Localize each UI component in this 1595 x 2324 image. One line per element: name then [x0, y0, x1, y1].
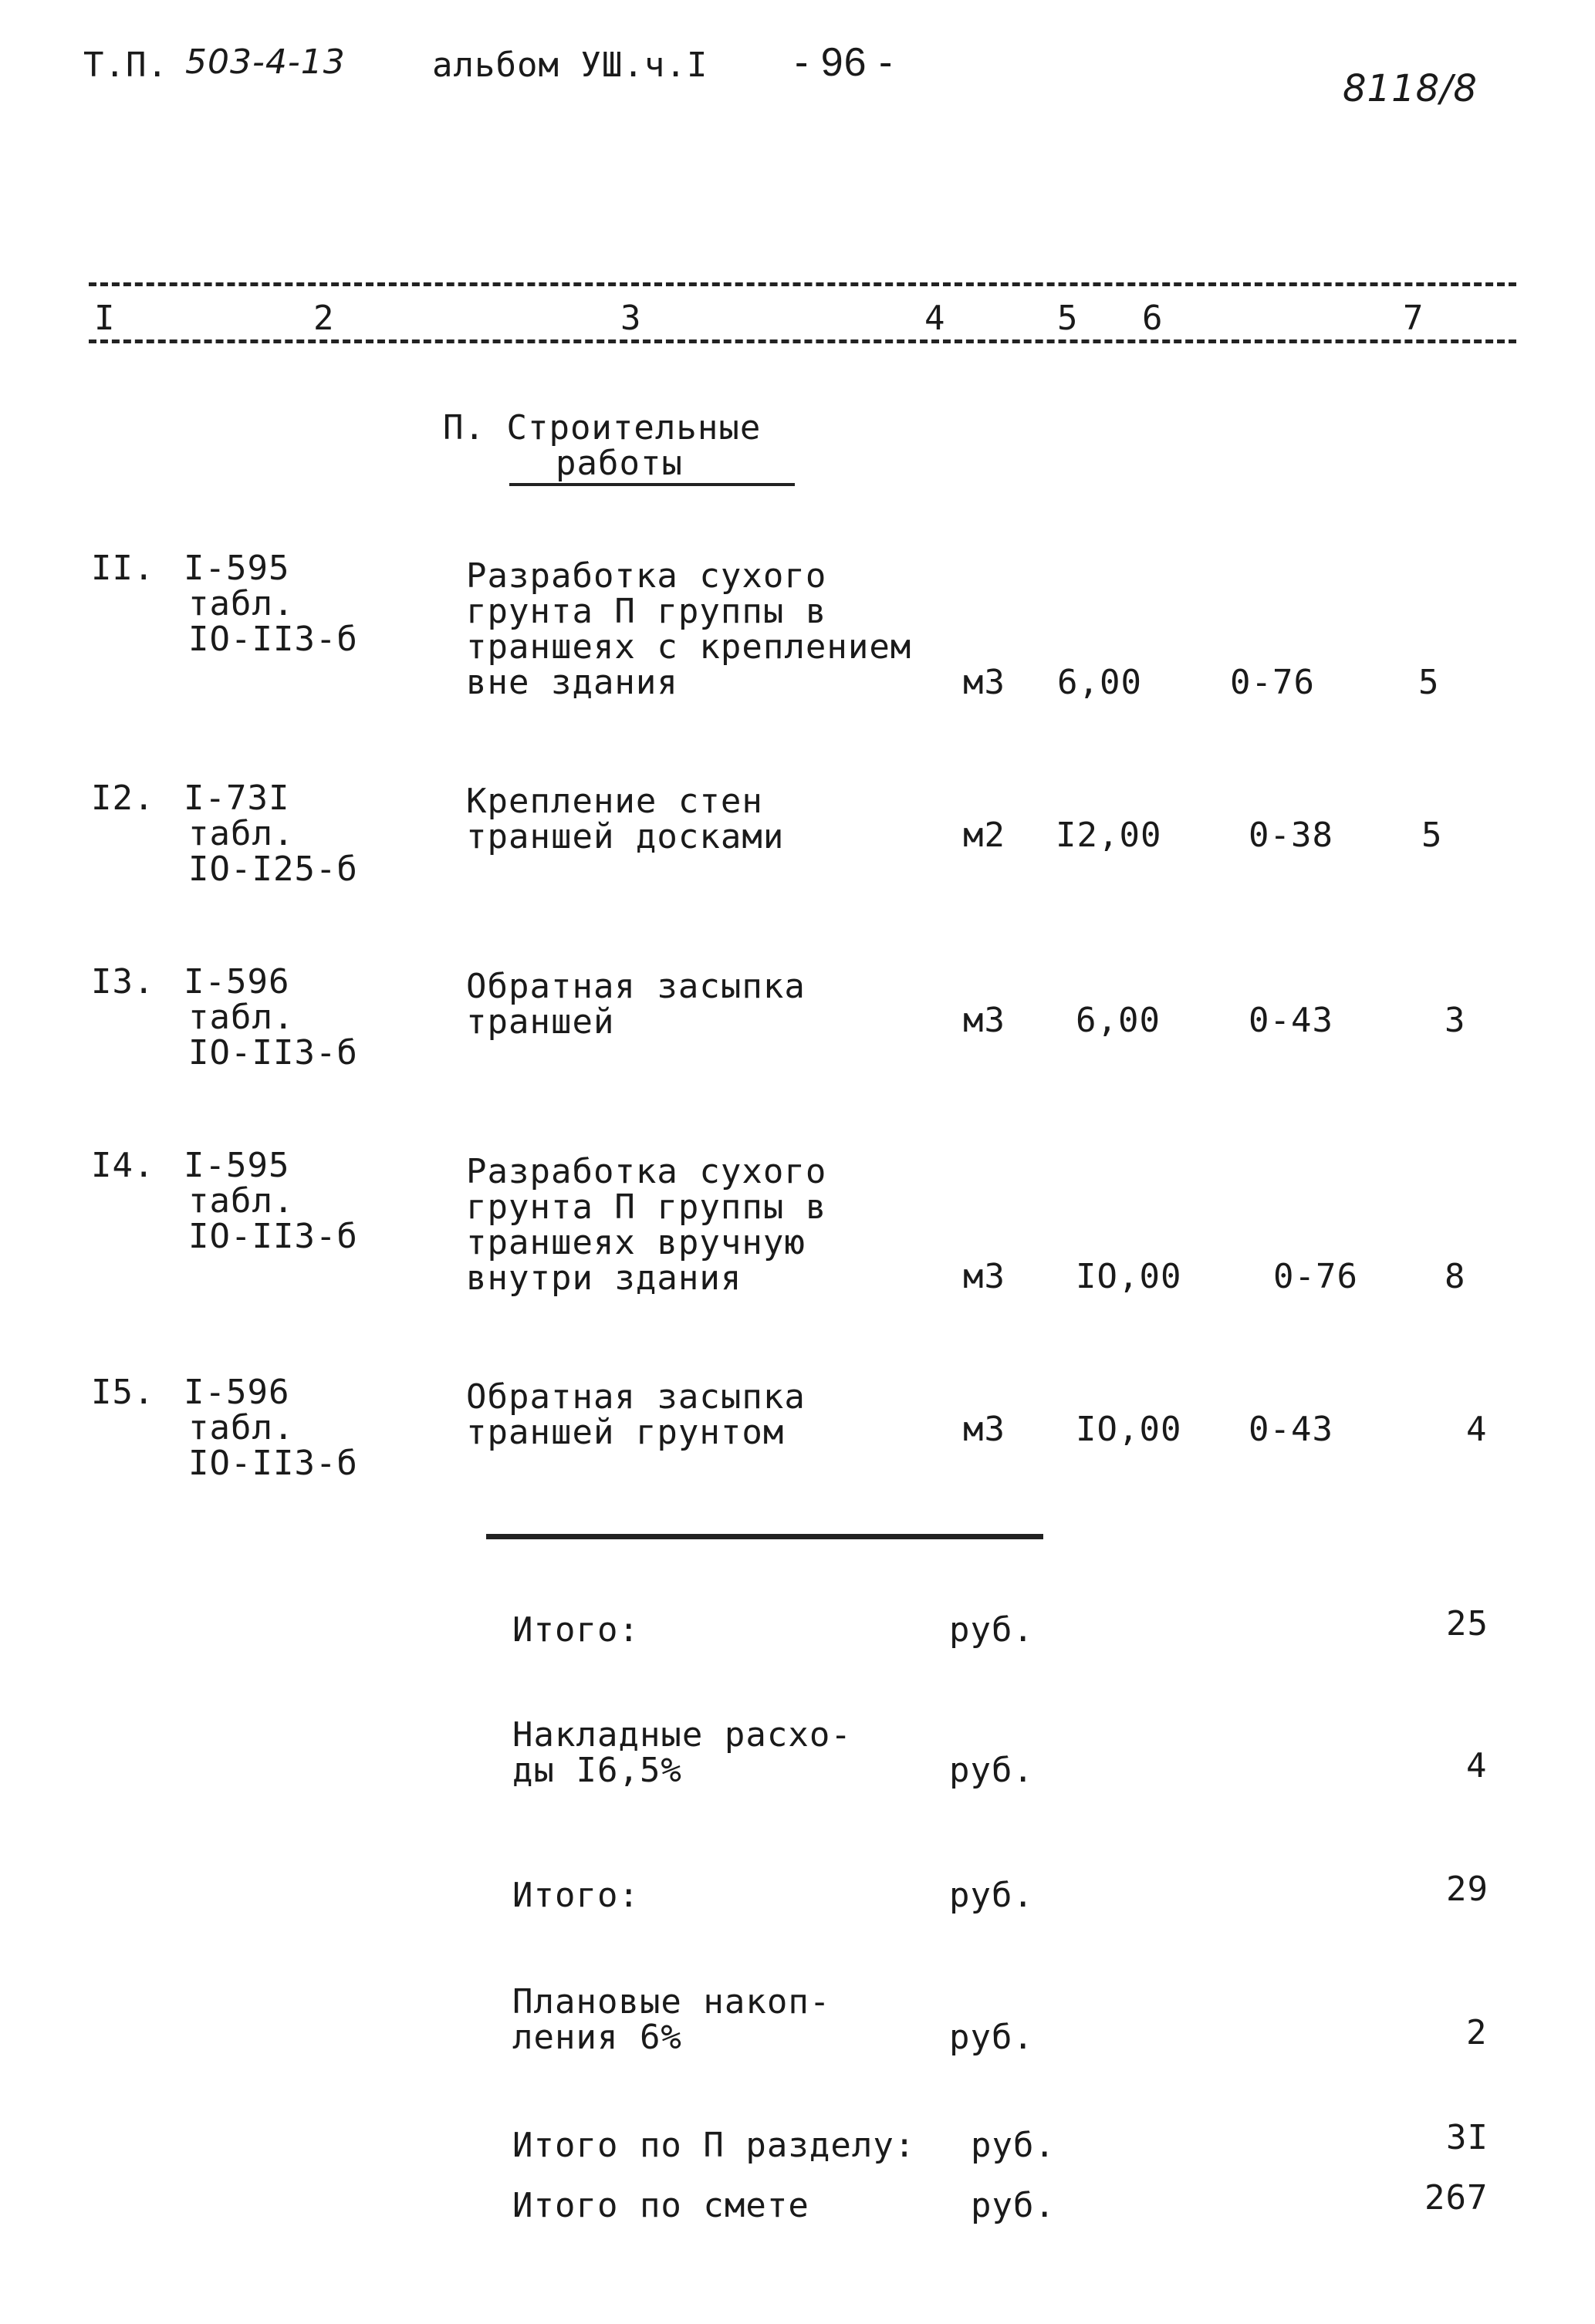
description-line: Крепление стен: [466, 782, 763, 821]
description-line: траншей досками: [466, 817, 785, 856]
totals-label: [512, 1982, 831, 2057]
document-code: 8118/8: [1343, 67, 1478, 110]
description-line: Разработка сухого: [466, 556, 827, 596]
description-line: траншей: [466, 1002, 615, 1042]
norm-code-line: I-596: [184, 962, 290, 1002]
totals-label-line: Итого по смете: [512, 2186, 809, 2225]
quantity: I2,00: [1056, 816, 1162, 855]
unit-price: 0-38: [1249, 816, 1333, 855]
norm-code: [184, 1148, 358, 1255]
quantity: 6,00: [1057, 663, 1142, 702]
totals-unit: руб.: [949, 1610, 1034, 1650]
norm-code: [184, 964, 358, 1071]
column-number-2: 2: [313, 299, 335, 338]
row-number: I3.: [91, 962, 155, 1002]
totals-unit: руб.: [971, 2186, 1056, 2225]
totals-label-line: Итого:: [512, 1876, 640, 1915]
totals-label-line: Итого по П разделу:: [512, 2126, 916, 2165]
totals-label: [512, 1610, 640, 1650]
totals-value: 267: [1424, 2178, 1489, 2218]
unit: м3: [963, 1410, 1005, 1449]
column-number-3: 3: [620, 299, 642, 338]
description-line: Обратная засыпка: [466, 967, 806, 1006]
unit-price: 0-76: [1273, 1257, 1358, 1296]
totals-unit: руб.: [971, 2126, 1056, 2165]
totals-label-line: ды I6,5%: [512, 1751, 682, 1790]
cost: 4: [1466, 1410, 1488, 1449]
quantity: 6,00: [1076, 1001, 1161, 1040]
unit: м3: [963, 1257, 1005, 1296]
totals-value: 3I: [1446, 2118, 1489, 2157]
totals-value: 4: [1466, 1746, 1488, 1785]
album-label: альбом УШ.ч.I: [432, 46, 708, 85]
description-line: вне здания: [466, 663, 678, 702]
row-number: II.: [91, 549, 155, 588]
unit-price: 0-43: [1249, 1410, 1333, 1449]
totals-unit: руб.: [949, 1876, 1034, 1915]
norm-code-line: IO-II3-б: [188, 1217, 358, 1256]
section-subtitle: [509, 446, 795, 486]
norm-code-line: I-595: [184, 549, 290, 588]
work-description: [466, 1377, 806, 1452]
unit: м3: [963, 1001, 1005, 1040]
totals-label: [512, 2128, 915, 2164]
description-line: грунта П группы в: [466, 1187, 827, 1227]
column-number-6: 6: [1142, 299, 1164, 338]
totals-label-line: ления 6%: [512, 2018, 682, 2057]
unit: м3: [963, 663, 1005, 702]
section-title: П. Строительные: [443, 408, 762, 448]
totals-label: [512, 2188, 809, 2224]
cost: 5: [1418, 663, 1440, 702]
column-number-1: I: [94, 299, 116, 338]
norm-code-line: IO-II3-б: [188, 620, 358, 659]
totals-label-line: Накладные расхо-: [512, 1715, 852, 1755]
norm-code-line: табл.: [188, 1408, 295, 1447]
column-number-7: 7: [1403, 299, 1424, 338]
quantity: IO,00: [1076, 1410, 1182, 1449]
norm-code-line: табл.: [188, 998, 295, 1037]
norm-code-line: IO-II3-б: [188, 1033, 358, 1072]
unit-price: 0-43: [1249, 1001, 1333, 1040]
work-description: [466, 556, 912, 702]
totals-value: 25: [1446, 1604, 1489, 1643]
row-number: I5.: [91, 1373, 155, 1412]
cost: 3: [1445, 1001, 1466, 1040]
norm-code-line: IO-II3-б: [188, 1444, 358, 1483]
description-line: грунта П группы в: [466, 592, 827, 631]
norm-code: [184, 781, 358, 887]
norm-code-line: I-73I: [184, 779, 290, 818]
header-prefix: Т.П.: [83, 46, 168, 85]
norm-code: [184, 551, 358, 657]
norm-code: [184, 1375, 358, 1481]
project-number: 503-4-13: [185, 42, 346, 82]
unit: м2: [963, 816, 1005, 855]
totals-value: 29: [1446, 1870, 1489, 1909]
cost: 8: [1445, 1257, 1466, 1296]
top-dashed-rule: [89, 282, 1516, 286]
totals-separator: [486, 1534, 1043, 1539]
totals-value: 2: [1466, 2013, 1488, 2052]
totals-label-line: Плановые накоп-: [512, 1982, 831, 2022]
totals-unit: руб.: [949, 2018, 1034, 2057]
work-description: [466, 1154, 826, 1296]
column-number-4: 4: [924, 299, 946, 338]
description-line: траншеях с креплением: [466, 627, 912, 667]
norm-code-line: табл.: [188, 584, 295, 623]
description-line: внутри здания: [466, 1258, 742, 1298]
quantity: IO,00: [1076, 1257, 1182, 1296]
bottom-dashed-rule: [89, 339, 1516, 343]
norm-code-line: IO-I25-б: [188, 850, 358, 889]
row-number: I4.: [91, 1146, 155, 1185]
norm-code-line: табл.: [188, 1181, 295, 1221]
page-number: - 96 -: [795, 40, 894, 85]
work-description: [466, 784, 784, 855]
totals-label-line: Итого:: [512, 1610, 640, 1650]
totals-unit: руб.: [949, 1751, 1034, 1790]
description-line: Разработка сухого: [466, 1152, 827, 1191]
description-line: траншей грунтом: [466, 1413, 785, 1452]
norm-code-line: I-595: [184, 1146, 290, 1185]
totals-label: [512, 1715, 852, 1790]
totals-label: [512, 1878, 640, 1914]
column-number-5: 5: [1057, 299, 1079, 338]
cost: 5: [1421, 816, 1443, 855]
norm-code-line: табл.: [188, 814, 295, 853]
norm-code-line: I-596: [184, 1373, 290, 1412]
section-subtitle-text: работы: [556, 444, 683, 483]
description-line: траншеях вручную: [466, 1223, 806, 1262]
work-description: [466, 969, 806, 1040]
row-number: I2.: [91, 779, 155, 818]
unit-price: 0-76: [1230, 663, 1315, 702]
description-line: Обратная засыпка: [466, 1377, 806, 1417]
